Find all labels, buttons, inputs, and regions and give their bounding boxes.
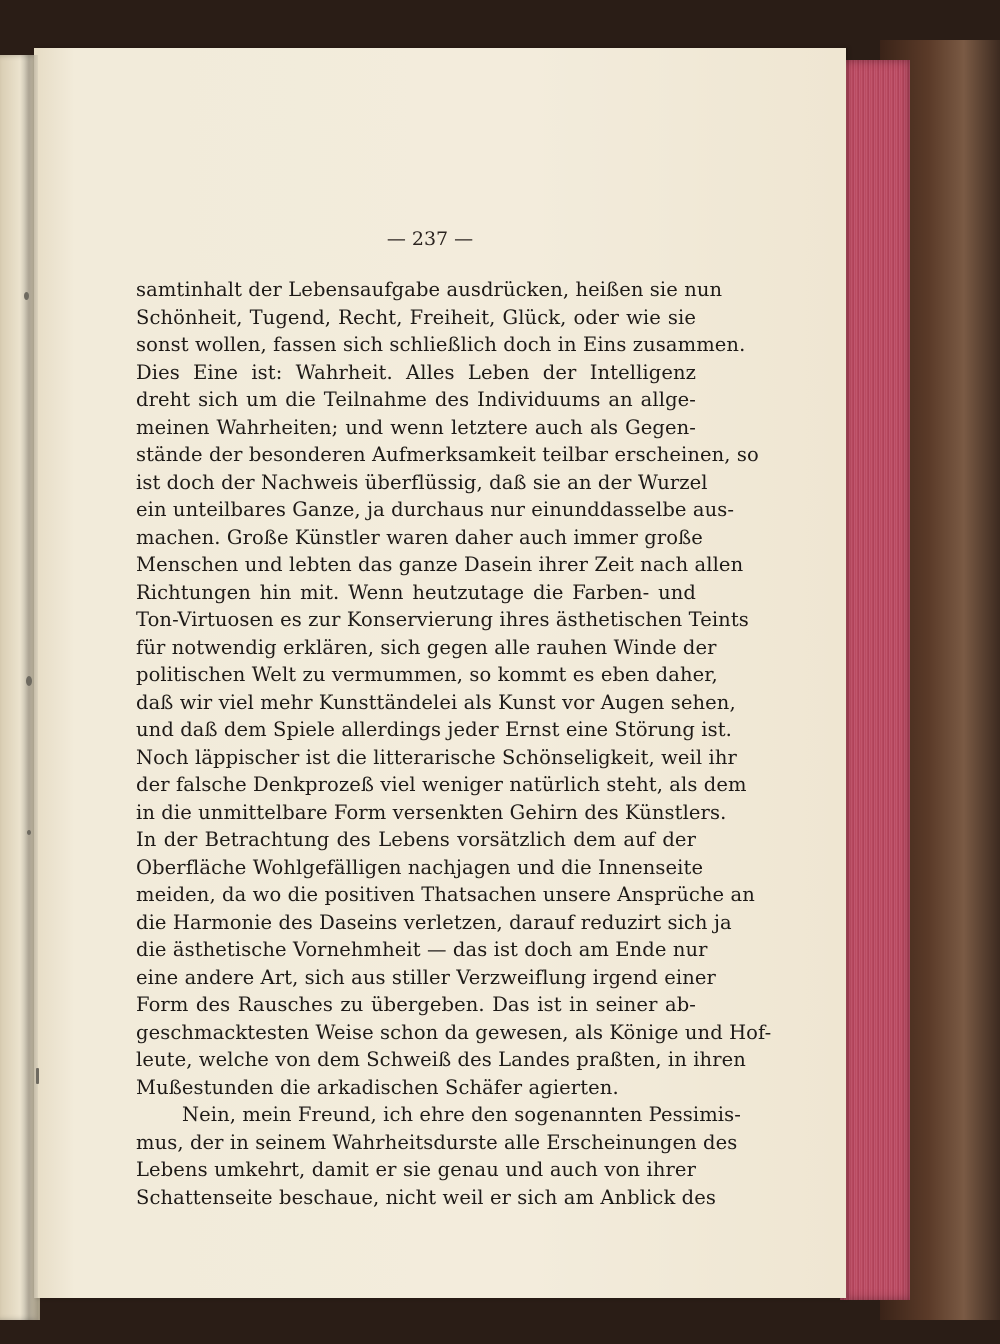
- text-line: Lebens umkehrt, damit er sie genau und auch von ihrer: [136, 1158, 696, 1181]
- page-speck: [26, 676, 32, 686]
- text-line: Menschen und lebten das ganze Dasein ihrer Zeit nach allen: [136, 553, 744, 576]
- text-line: samtinhalt der Lebensaufgabe ausdrücken, heißen sie nun: [136, 278, 723, 301]
- text-line: leute, welche von dem Schweiß des Landes praßten, in ihren: [136, 1048, 746, 1071]
- text-line: ein unteilbares Ganze, ja durchaus nur einunddasselbe aus-: [136, 498, 735, 521]
- text-line: Schattenseite beschaue, nicht weil er sich am Anblick des: [136, 1185, 716, 1209]
- text-line: die Harmonie des Daseins verletzen, darauf reduzirt sich ja: [136, 910, 732, 934]
- text-line: sonst wollen, fassen sich schließlich doch in Eins zusammen.: [136, 333, 746, 356]
- body-text: [136, 276, 772, 1211]
- text-line: In der Betrachtung des Lebens vorsätzlich dem auf der: [136, 828, 696, 851]
- text-line: Mußestunden die arkadischen Schäfer agierten.: [136, 1075, 619, 1099]
- text-line: mus, der in seinem Wahrheitsdurste alle Erscheinungen des: [136, 1130, 738, 1154]
- text-line: Richtungen hin mit. Wenn heutzutage die Farben- und: [136, 580, 696, 604]
- page-speck: [27, 830, 31, 835]
- text-line: in die unmittelbare Form versenkten Gehirn des Künstlers.: [136, 800, 727, 824]
- text-line: für notwendig erklären, sich gegen alle rauhen Winde der: [136, 635, 717, 659]
- text-line: Form des Rausches zu übergeben. Das ist in seiner ab-: [136, 993, 696, 1016]
- page-speck: [36, 1068, 39, 1084]
- text-line: meiden, da wo die positiven Thatsachen unsere Ansprüche an: [136, 883, 755, 906]
- text-line: Ton-Virtuosen es zur Konservierung ihres ästhetischen Teints: [136, 608, 749, 631]
- text-line: politischen Welt zu vermummen, so kommt es eben daher,: [136, 663, 718, 686]
- text-line: Schönheit, Tugend, Recht, Freiheit, Glück, oder wie sie: [136, 305, 696, 329]
- text-line: dreht sich um die Teilnahme des Individuums an allge-: [136, 388, 696, 411]
- text-line: Nein, mein Freund, ich ehre den sogenannten Pessimis-: [182, 1103, 741, 1126]
- text-line: geschmacktesten Weise schon da gewesen, als Könige und Hof-: [136, 1020, 772, 1044]
- book-gutter: [20, 55, 38, 1320]
- text-line: der falsche Denkprozeß viel weniger natürlich steht, als dem: [136, 773, 747, 796]
- text-line: meinen Wahrheiten; und wenn letztere auch als Gegen-: [136, 415, 696, 439]
- text-line: eine andere Art, sich aus stiller Verzweiflung irgend einer: [136, 965, 716, 989]
- text-line: die ästhetische Vornehmheit — das ist doch am Ende nur: [136, 938, 708, 961]
- text-line: Oberfläche Wohlgefälligen nachjagen und die Innenseite: [136, 855, 704, 879]
- text-line: Noch läppischer ist die litterarische Schönseligkeit, weil ihr: [136, 745, 737, 769]
- text-line: ist doch der Nachweis überflüssig, daß sie an der Wurzel: [136, 470, 708, 494]
- book-page: [34, 48, 846, 1298]
- page-number: — 237 —: [386, 228, 474, 250]
- text-line: und daß dem Spiele allerdings jeder Ernst eine Störung ist.: [136, 718, 732, 741]
- text-line: stände der besonderen Aufmerksamkeit teilbar erscheinen, so: [136, 443, 759, 466]
- text-line: machen. Große Künstler waren daher auch immer große: [136, 525, 703, 549]
- text-line: daß wir viel mehr Kunsttändelei als Kunst vor Augen sehen,: [136, 690, 736, 714]
- text-line: Dies Eine ist: Wahrheit. Alles Leben der Intelligenz: [136, 360, 696, 384]
- page-speck: [24, 292, 29, 300]
- page-block-edge: [840, 60, 910, 1300]
